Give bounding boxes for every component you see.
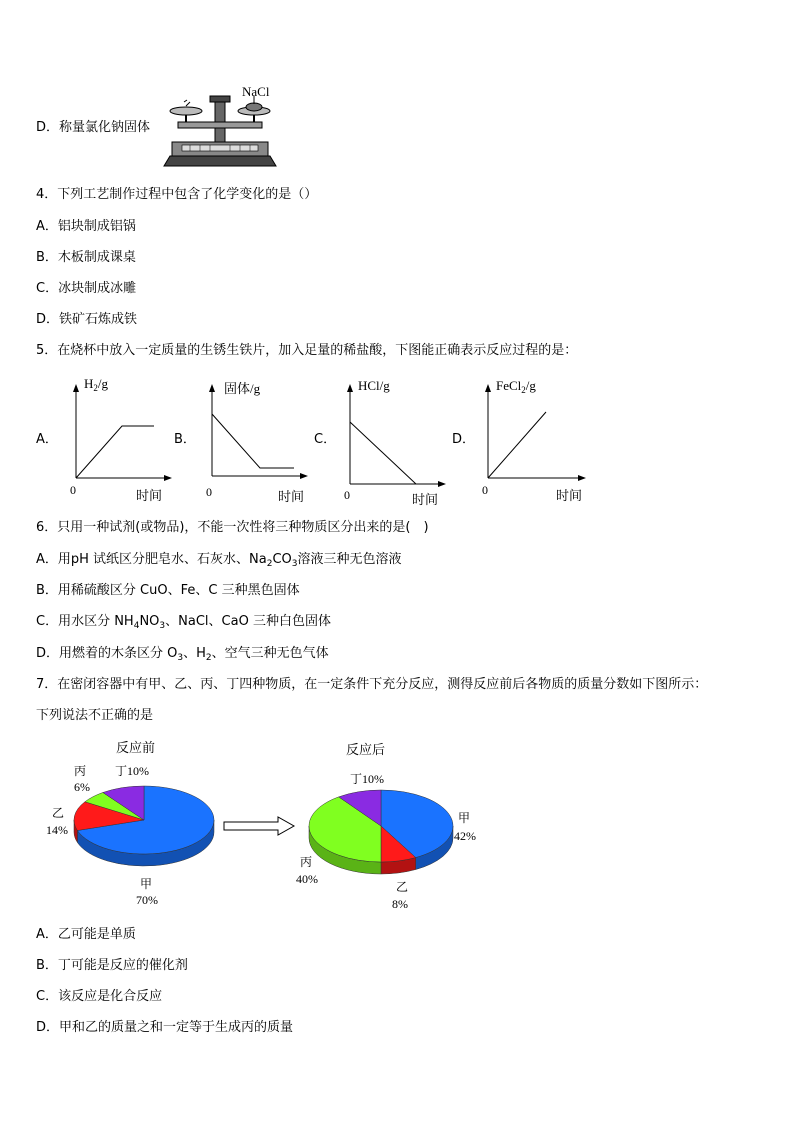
after-label-jia: 甲 xyxy=(458,811,471,825)
before-pct-bing: 6% xyxy=(74,780,90,794)
q7-stem-1: 7．在密闭容器中有甲、乙、丙、丁四种物质，在一定条件下充分反应，测得反应前后各物质的质量分数如下图所示： xyxy=(36,677,708,692)
graph-c-ylabel: HCl/g xyxy=(358,378,390,393)
q6-option-c: C．用水区分 $NH_4NO_3$、NaCl、CaO 三种白色固体 xyxy=(36,614,331,631)
graph-b xyxy=(198,370,308,510)
q5-option-d-label: D． xyxy=(452,432,476,447)
graph-c-xlabel: 时间 xyxy=(412,493,439,508)
graph-b-xlabel: 时间 xyxy=(278,490,305,505)
pie-charts xyxy=(36,730,516,920)
before-label-yi: 乙 xyxy=(52,806,65,820)
before-label-bing: 丙 xyxy=(74,764,87,778)
before-pct-jia: 70% xyxy=(136,893,158,907)
q6-option-a: A．用pH 试纸区分肥皂水、石灰水、$Na_2CO_3$溶液三种无色溶液 xyxy=(36,552,402,569)
q4-option-d: D．铁矿石炼成铁 xyxy=(36,312,138,327)
graph-c-origin: 0 xyxy=(344,488,350,502)
q7-option-d: D．甲和乙的质量之和一定等于生成丙的质量 xyxy=(36,1020,294,1035)
q7-option-b: B．丁可能是反应的催化剂 xyxy=(36,958,188,973)
q3-option-d: D．称量氯化钠固体 xyxy=(36,120,151,135)
q7-stem-2: 下列说法不正确的是 xyxy=(36,708,154,723)
graph-a-curve xyxy=(76,426,154,478)
graph-d-origin: 0 xyxy=(482,483,488,497)
after-label-ding: 丁10% xyxy=(350,772,385,786)
graph-b-curve xyxy=(212,414,294,468)
before-label-jia: 甲 xyxy=(140,877,153,891)
graph-c-curve xyxy=(350,422,416,484)
graph-a-ylabel: $H_2/g$ xyxy=(84,376,109,393)
after-pct-jia: 42% xyxy=(454,829,476,843)
pie-after-title: 反应后 xyxy=(346,743,386,758)
after-pct-bing: 40% xyxy=(296,872,318,886)
balance-illustration xyxy=(160,82,280,172)
q5-option-a-label: A． xyxy=(36,432,58,447)
graph-a-origin: 0 xyxy=(70,483,76,497)
graph-b-origin: 0 xyxy=(206,485,212,499)
graph-d-xlabel: 时间 xyxy=(556,489,583,504)
after-label-bing: 丙 xyxy=(300,855,313,869)
after-pct-yi: 8% xyxy=(392,897,408,911)
pie-before-title: 反应前 xyxy=(116,741,156,756)
q6-option-b: B．用稀硫酸区分 CuO、Fe、C 三种黑色固体 xyxy=(36,583,300,598)
q6-stem: 6．只用一种试剂(或物品)，不能一次性将三种物质区分出来的是( ) xyxy=(36,520,429,535)
q4-stem: 4．下列工艺制作过程中包含了化学变化的是（） xyxy=(36,187,318,202)
graph-d-ylabel: FeCl$_2$/g xyxy=(496,378,536,395)
pie-before xyxy=(74,786,214,866)
q4-option-c: C．冰块制成冰雕 xyxy=(36,281,137,296)
q6-option-d: D．用燃着的木条区分 $O_3$、$H_2$、空气三种无色气体 xyxy=(36,646,329,663)
graph-b-ylabel: 固体/g xyxy=(224,381,261,397)
before-pct-yi: 14% xyxy=(46,823,68,837)
transition-arrow-icon xyxy=(224,817,294,835)
before-label-ding: 丁10% xyxy=(115,764,150,778)
q5-option-b-label: B． xyxy=(174,432,196,447)
q5-option-c-label: C． xyxy=(314,432,337,447)
graph-d xyxy=(474,370,594,510)
q4-option-a: A．铝块制成铝锅 xyxy=(36,219,136,234)
graph-a xyxy=(62,370,172,510)
nacl-label: NaCl xyxy=(242,84,270,99)
after-label-yi: 乙 xyxy=(396,880,409,894)
q7-option-a: A．乙可能是单质 xyxy=(36,927,136,942)
graph-c xyxy=(336,370,446,510)
q7-option-c: C．该反应是化合反应 xyxy=(36,989,163,1004)
q4-option-b: B．木板制成课桌 xyxy=(36,250,136,265)
graph-a-xlabel: 时间 xyxy=(136,489,163,504)
q5-stem: 5．在烧杯中放入一定质量的生锈生铁片，加入足量的稀盐酸，下图能正确表示反应过程的是： xyxy=(36,343,578,358)
graph-d-curve xyxy=(488,412,546,478)
pie-after xyxy=(309,790,453,874)
